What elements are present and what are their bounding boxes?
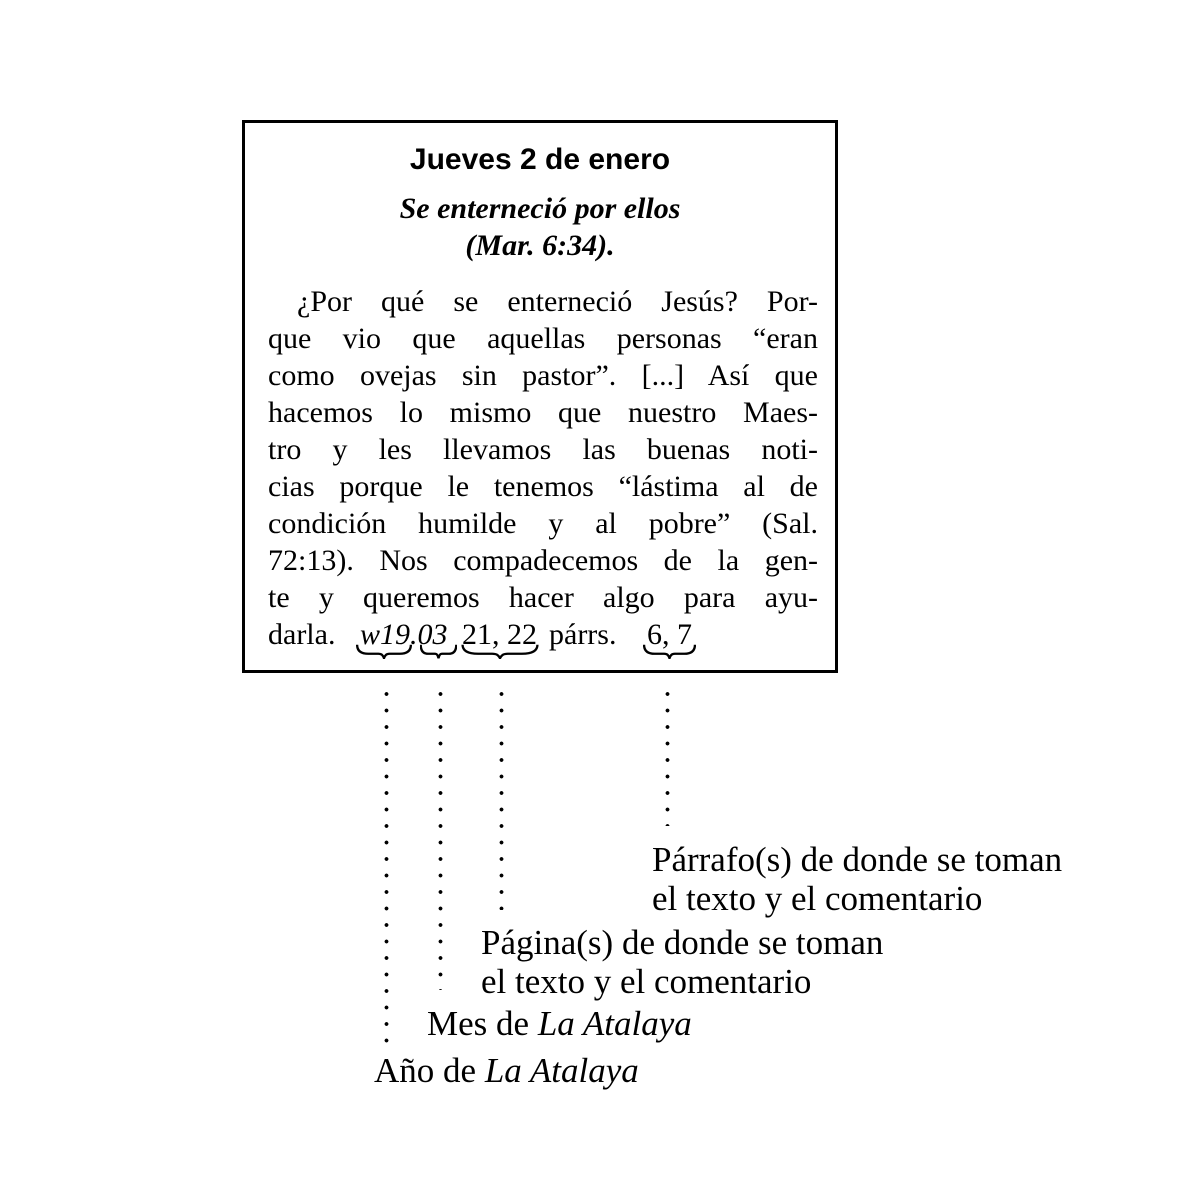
label-paragraphs-line1: Párrafo(s) de donde se toman	[652, 840, 1063, 879]
dotted-line-paragraphs	[665, 691, 670, 826]
scripture-text	[242, 190, 838, 264]
comment-paragraph	[268, 283, 818, 653]
underbrace-year-icon	[356, 644, 412, 659]
label-paragraphs	[652, 840, 1062, 918]
body-line: hacemos lo mismo que nuestro Maes-	[268, 396, 818, 429]
dotted-line-pages	[499, 691, 504, 910]
label-month	[427, 1004, 692, 1043]
label-year-magazine: La Atalaya	[484, 1051, 639, 1090]
underbrace-month-icon	[420, 644, 457, 659]
label-pages-line1: Página(s) de donde se toman	[481, 923, 884, 962]
citation-paragraph-numbers: 6, 7	[647, 618, 692, 651]
body-line: como ovejas sin pastor”. [...] Así que	[268, 359, 818, 392]
scripture-line-2: (Mar. 6:34).	[465, 229, 615, 262]
label-pages-line2: el texto y el comentario	[481, 962, 812, 1001]
date-title: Jueves 2 de enero	[409, 143, 671, 176]
label-pages	[481, 923, 883, 1001]
underbrace-paragraphs-icon	[643, 644, 696, 659]
label-paragraphs-line2: el texto y el comentario	[652, 879, 983, 918]
body-line: ¿Por qué se enterneció Jesús? Por-	[297, 285, 818, 318]
citation-pages: 21, 22	[462, 618, 537, 651]
label-year-prefix: Año de	[374, 1051, 485, 1090]
body-line: condición humilde y al pobre” (Sal.	[268, 507, 818, 540]
body-line: cias porque le tenemos “lástima al de	[268, 470, 818, 503]
label-year	[374, 1051, 639, 1090]
dotted-line-month	[438, 691, 443, 990]
citation-line	[268, 616, 818, 653]
body-line: te y queremos hacer algo para ayu-	[268, 581, 818, 614]
underbrace-pages-icon	[461, 644, 539, 659]
body-line: 72:13). Nos compadecemos de la gen-	[268, 544, 818, 577]
label-month-magazine: La Atalaya	[537, 1004, 692, 1043]
citation-paragraph-label: párrs.	[549, 618, 617, 651]
dotted-line-year	[384, 691, 389, 1045]
body-line: tro y les llevamos las buenas noti-	[268, 433, 818, 466]
scripture-line-1: Se enterneció por ellos	[399, 192, 681, 225]
label-month-prefix: Mes de	[427, 1004, 538, 1043]
citation-magazine-code: w19.03	[360, 618, 448, 651]
body-line: que vio que aquellas personas “eran	[268, 322, 818, 355]
citation-prefix: darla.	[268, 618, 336, 651]
